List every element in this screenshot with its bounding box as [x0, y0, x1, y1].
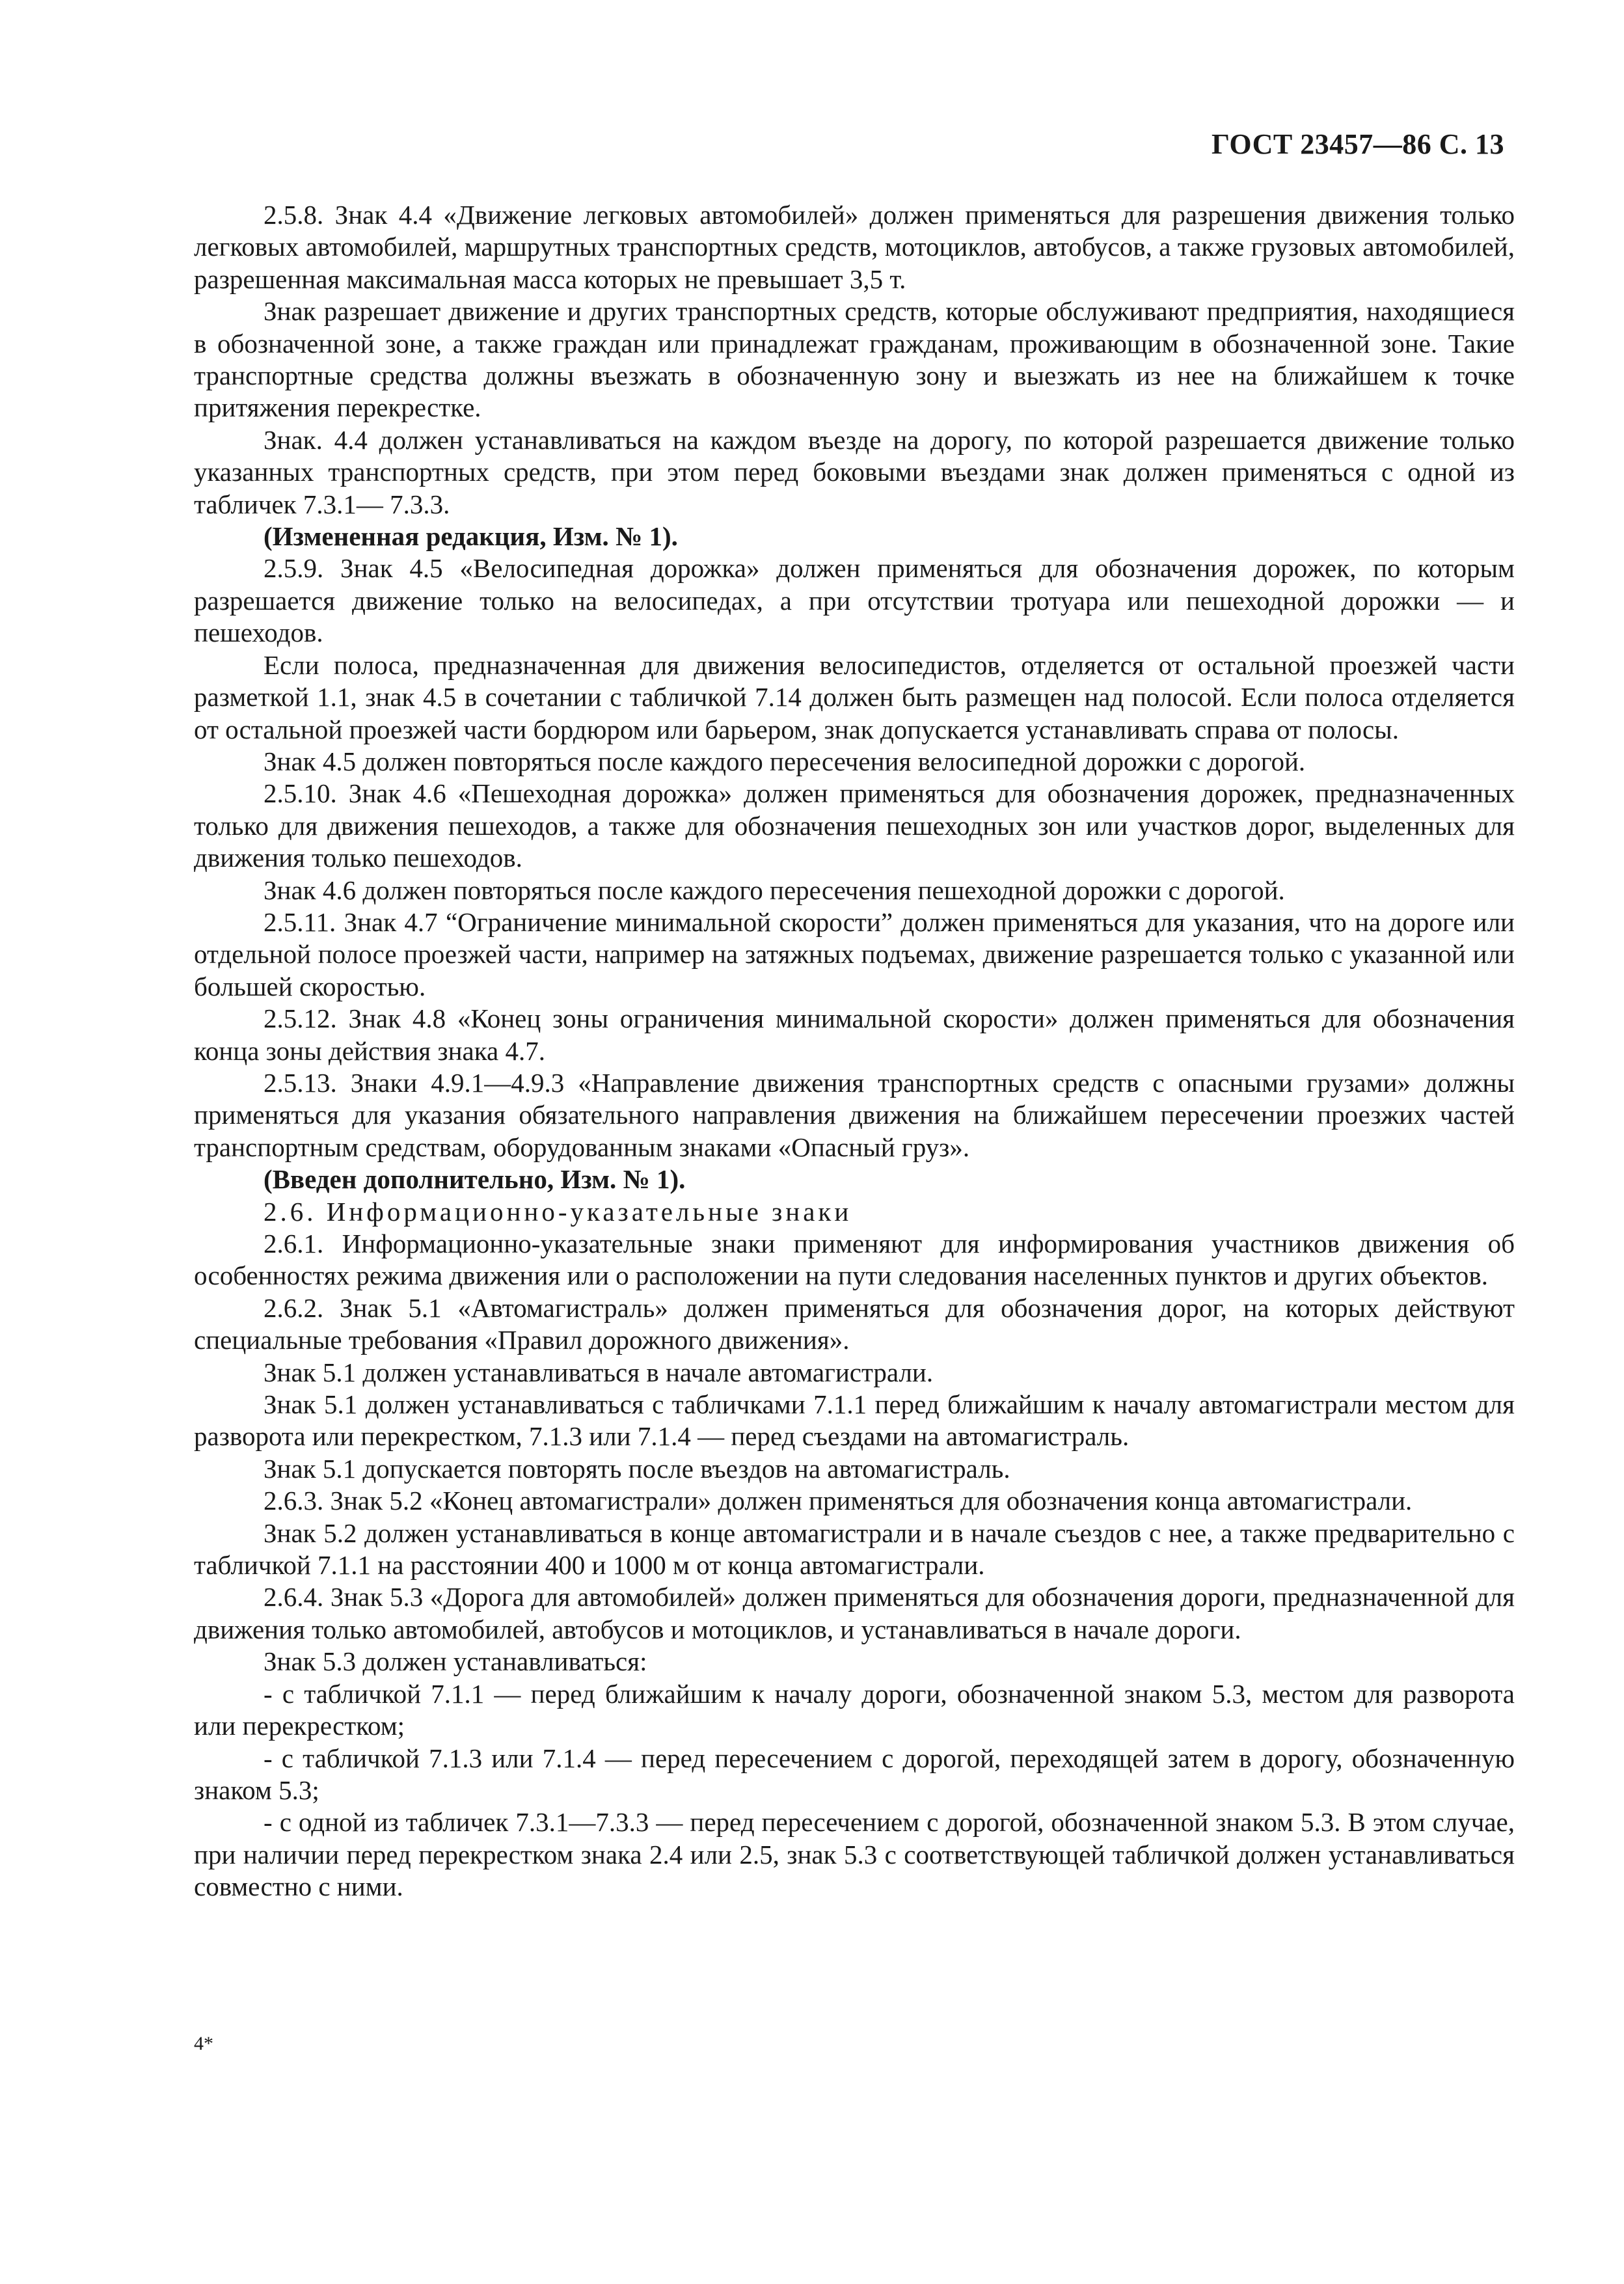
- paragraph-2-6-2: 2.6.2. Знак 5.1 «Автомагистраль» должен применяться для обозначения дорог, на которых действуют специальные требования «Правил дорожного движения».: [194, 1292, 1515, 1355]
- paragraph-2-5-9: 2.5.9. Знак 4.5 «Велосипедная дорожка» должен применяться для обозначения дорожек, по которым разрешается движение только на велосипедах, а при отсутствии тротуара или пешеходной дорожки — и пешеходов.: [194, 553, 1515, 648]
- paragraph-2-5-10: 2.5.10. Знак 4.6 «Пешеходная дорожка» должен применяться для обозначения дорожек, предназначенных только для движения пешеходов, а также для обозначения пешеходных зон или участков дорог, выделенных для движения только пешеходов.: [194, 778, 1515, 873]
- amendment-note: (Измененная редакция, Изм. № 1).: [264, 521, 678, 552]
- paragraph-2-5-11: 2.5.11. Знак 4.7 “Ограничение минимальной скорости” должен применяться для указания, что на дороге или отдельной полосе проезжей части, например на затяжных подъемах, движение разрешается только с указанной или большей скоростью.: [194, 906, 1515, 1001]
- paragraph-2-5-8: 2.5.8. Знак 4.4 «Движение легковых автомобилей» должен применяться для разрешения движения только легковых автомобилей, маршрутных транспортных средств, мотоциклов, автобусов, а также грузовых автомобилей, разрешенная максимальная масса которых не превышает 3,5 т.: [194, 200, 1515, 294]
- document-body: [194, 199, 1515, 1903]
- paragraph-4-5-repeat: Знак 4.5 должен повторяться после каждого пересечения велосипедной дорожки с дорогой.: [264, 746, 1306, 776]
- list-item-7-1-1: - с табличкой 7.1.1 — перед ближайшим к началу дороги, обозначенной знаком 5.3, местом для разворота или перекрестком;: [194, 1678, 1515, 1741]
- paragraph-5-1-plates: Знак 5.1 должен устанавливаться с табличками 7.1.1 перед ближайшим к началу автомагистрали местом для разворота или перекрестком, 7.1.3 или 7.1.4 — перед съездами на автомагистраль.: [194, 1389, 1515, 1452]
- page-footnote: 4*: [194, 2033, 213, 2054]
- paragraph-4-4-install: Знак. 4.4 должен устанавливаться на каждом въезде на дорогу, по которой разрешается движение только указанных транспортных средств, при этом перед боковыми въездами знак должен применяться с одной из табличек 7.3.1— 7.3.3.: [194, 424, 1515, 519]
- paragraph-2-6-1: 2.6.1. Информационно-указательные знаки применяют для информирования участников движения об особенностях режима движения или о расположении на пути следования населенных пунктов и других объектов.: [194, 1229, 1515, 1291]
- list-item-7-3-1: - с одной из табличек 7.3.1—7.3.3 — перед пересечением с дорогой, обозначенной знаком 5.3. В этом случае, при наличии перед перекрестком знака 2.4 или 2.5, знак 5.3 с соответствующей табличкой должен устанавливаться совместно с ними.: [194, 1807, 1515, 1902]
- paragraph-5-1-repeat: Знак 5.1 допускается повторять после въездов на автомагистраль.: [264, 1453, 1010, 1484]
- page-header: ГОСТ 23457—86 С. 13: [1211, 128, 1504, 160]
- paragraph-4-6-repeat: Знак 4.6 должен повторяться после каждого пересечения пешеходной дорожки с дорогой.: [264, 875, 1285, 905]
- paragraph-2-6-4: 2.6.4. Знак 5.3 «Дорога для автомобилей» должен применяться для обозначения дороги, предназначенной для движения только автомобилей, автобусов и мотоциклов, и устанавливаться в начале дороги.: [194, 1582, 1515, 1644]
- paragraph-2-6-3: 2.6.3. Знак 5.2 «Конец автомагистрали» должен применяться для обозначения конца автомагистрали.: [264, 1486, 1413, 1516]
- paragraph-2-5-13: 2.5.13. Знаки 4.9.1—4.9.3 «Направление движения транспортных средств с опасными грузами» должны применяться для указания обязательного направления движения на ближайшем пересечении проезжих частей транспортным средствам, оборудованным знаками «Опасный груз».: [194, 1067, 1515, 1162]
- paragraph-5-1-start: Знак 5.1 должен устанавливаться в начале автомагистрали.: [264, 1357, 934, 1387]
- paragraph-5-3-install: Знак 5.3 должен устанавливаться:: [264, 1646, 647, 1677]
- section-heading-2-6: 2.6. Информационно-указательные знаки: [264, 1196, 852, 1227]
- addition-note: (Введен дополнительно, Изм. № 1).: [264, 1164, 686, 1195]
- paragraph-zone-access: Знак разрешает движение и других транспортных средств, которые обслуживают предприятия, находящиеся в обозначенной зоне, а также граждан или принадлежат гражданам, проживающим в обозначенной зоне. Такие транспортные средства должны въезжать в обозначенную зону и выезжать из нее на ближайшем к точке притяжения перекрестке.: [194, 296, 1515, 423]
- paragraph-5-2-install: Знак 5.2 должен устанавливаться в конце автомагистрали и в начале съездов с нее, а также предварительно с табличкой 7.1.1 на расстоянии 400 и 1000 м от конца автомагистрали.: [194, 1517, 1515, 1581]
- list-item-7-1-3: - с табличкой 7.1.3 или 7.1.4 — перед пересечением с дорогой, переходящей затем в дорогу, обозначенную знаком 5.3;: [194, 1743, 1515, 1805]
- paragraph-2-5-12: 2.5.12. Знак 4.8 «Конец зоны ограничения минимальной скорости» должен применяться для обозначения конца зоны действия знака 4.7.: [194, 1003, 1515, 1066]
- paragraph-bike-lane: Если полоса, предназначенная для движения велосипедистов, отделяется от остальной проезжей части разметкой 1.1, знак 4.5 в сочетании с табличкой 7.14 должен быть размещен над полосой. Если полоса отделяется от остальной проезжей части бордюром или барьером, знак допускается устанавливать справа от полосы.: [194, 649, 1515, 744]
